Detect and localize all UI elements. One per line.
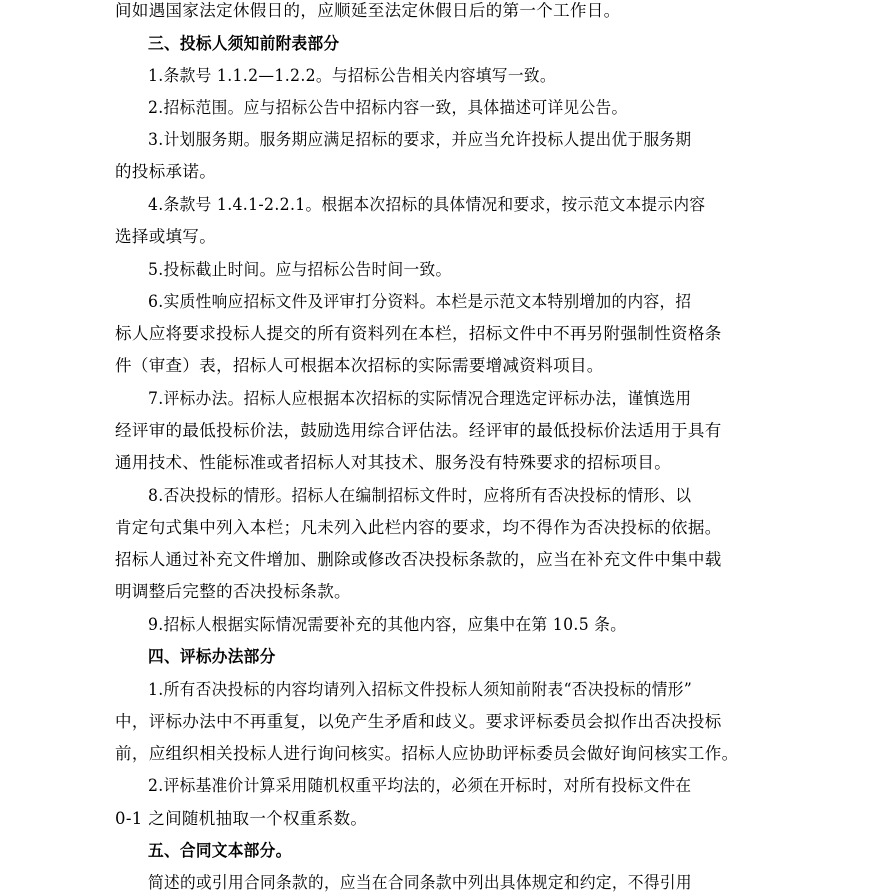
paragraph-line: 的投标承诺。 — [115, 162, 217, 181]
paragraph-line: 2.评标基准价计算采用随机权重平均法的，必须在开标时，对所有投标文件在 — [148, 776, 692, 795]
paragraph-line: 9.招标人根据实际情况需要补充的其他内容，应集中在第 10.5 条。 — [148, 615, 627, 634]
paragraph-line: 间如遇国家法定休假日的，应顺延至法定休假日后的第一个工作日。 — [115, 1, 621, 20]
section-heading: 五、合同文本部分。 — [148, 841, 292, 860]
paragraph-line: 1.条款号 1.1.2—1.2.2。与招标公告相关内容填写一致。 — [148, 66, 556, 85]
paragraph-line: 肯定句式集中列入本栏；凡未列入此栏内容的要求，均不得作为否决投标的依据。 — [115, 518, 722, 537]
paragraph-line: 件（审查）表，招标人可根据本次招标的实际需要增减资料项目。 — [115, 356, 604, 375]
paragraph-line: 7.评标办法。招标人应根据本次招标的实际情况合理选定评标办法，谨慎选用 — [148, 389, 692, 408]
paragraph-line: 标人应将要求投标人提交的所有资料列在本栏，招标文件中不再另附强制性资格条 — [115, 324, 722, 343]
paragraph-line: 2.招标范围。应与招标公告中招标内容一致，具体描述可详见公告。 — [148, 98, 628, 117]
paragraph-line: 中，评标办法中不再重复，以免产生矛盾和歧义。要求评标委员会拟作出否决投标 — [115, 712, 722, 731]
paragraph-line: 经评审的最低投标价法，鼓励选用综合评估法。经评审的最低投标价法适用于具有 — [115, 421, 722, 440]
paragraph-line: 8.否决投标的情形。招标人在编制招标文件时，应将所有否决投标的情形、以 — [148, 486, 692, 505]
paragraph-line: 4.条款号 1.4.1-2.2.1。根据本次招标的具体情况和要求，按示范文本提示内容 — [148, 195, 706, 214]
paragraph-line: 前，应组织相关投标人进行询问核实。招标人应协助评标委员会做好询问核实工作。 — [115, 744, 739, 763]
paragraph-line: 明调整后完整的否决投标条款。 — [115, 582, 351, 601]
paragraph-line: 0-1 之间随机抽取一个权重系数。 — [115, 809, 368, 828]
paragraph-line: 1.所有否决投标的内容均请列入招标文件投标人须知前附表“否决投标的情形” — [148, 680, 693, 699]
paragraph-line: 招标人通过补充文件增加、删除或修改否决投标条款的，应当在补充文件中集中载 — [115, 550, 722, 569]
paragraph-line: 5.投标截止时间。应与招标公告时间一致。 — [148, 260, 452, 279]
paragraph-line: 6.实质性响应招标文件及评审打分资料。本栏是示范文本特别增加的内容，招 — [148, 292, 692, 311]
section-heading: 三、投标人须知前附表部分 — [148, 34, 340, 53]
section-heading: 四、评标办法部分 — [148, 647, 276, 666]
paragraph-line: 通用技术、性能标准或者招标人对其技术、服务没有特殊要求的招标项目。 — [115, 453, 672, 472]
paragraph-line: 3.计划服务期。服务期应满足招标的要求，并应当允许投标人提出优于服务期 — [148, 130, 692, 149]
paragraph-line: 简述的或引用合同条款的，应当在合同条款中列出具体规定和约定，不得引用 — [148, 873, 692, 892]
paragraph-line: 选择或填写。 — [115, 227, 217, 246]
